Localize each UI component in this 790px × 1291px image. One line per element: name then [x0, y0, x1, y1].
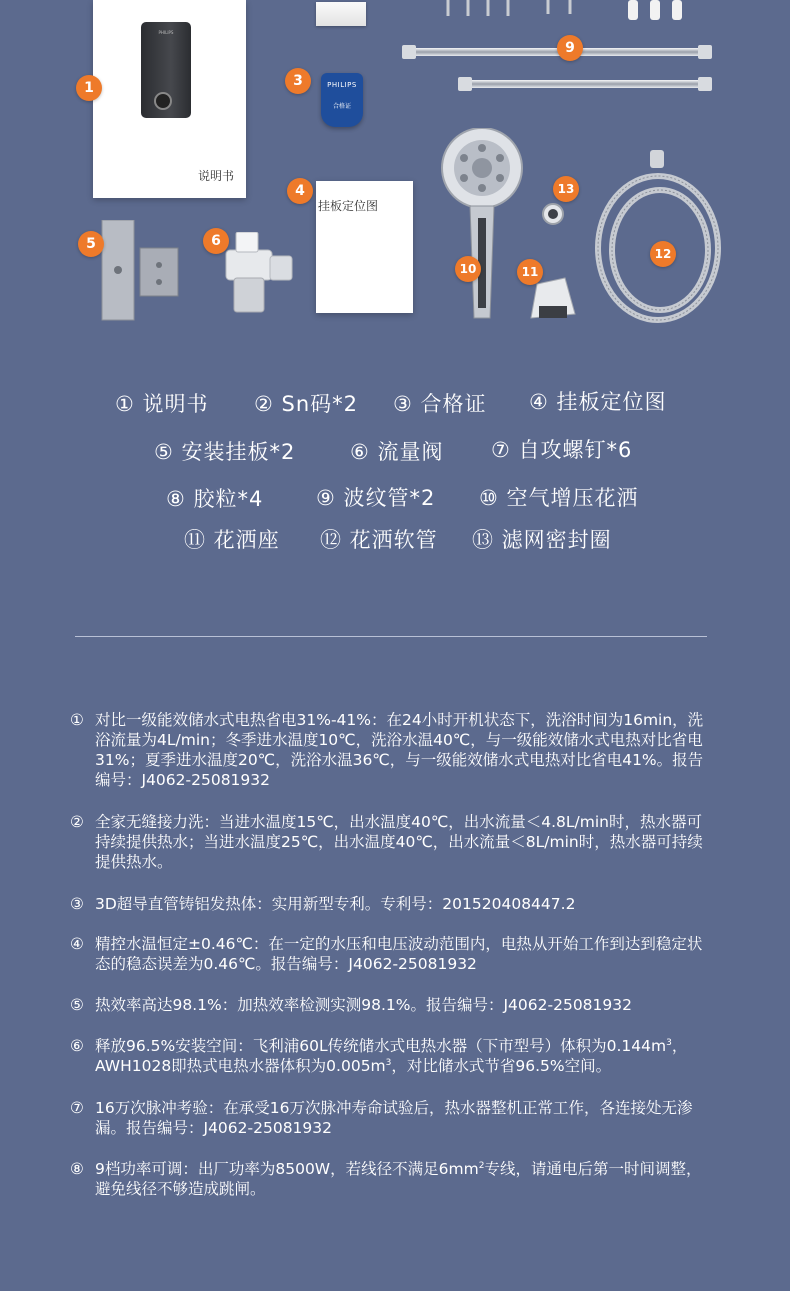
legend-item-7: ⑦ 自攻螺钉*6	[491, 438, 633, 462]
note-text: 16万次脉冲考验：在承受16万次脉冲寿命试验后，热水器整机正常工作，各连接处无渗漏。报告编号：J4062-25081932	[95, 1099, 693, 1137]
note-5	[70, 995, 715, 1015]
note-4	[70, 934, 715, 974]
position-sheet	[316, 181, 413, 313]
screws-image	[430, 0, 530, 22]
note-text: 3D超导直管铸铝发热体：实用新型专利。专利号：201520408447.2	[95, 895, 576, 913]
rubber-plugs-image	[620, 0, 700, 24]
badge-5: 5	[78, 231, 104, 257]
section-divider	[75, 636, 707, 637]
certificate-label: 合格证	[332, 103, 351, 110]
badge-10: 10	[455, 256, 481, 282]
badge-6: 6	[203, 228, 229, 254]
water-heater-device	[141, 22, 191, 118]
note-text: 精控水温恒定±0.46℃：在一定的水压和电压波动范围内，电热从开始工作到达到稳定状态的稳态误差为0.46℃。报告编号：J4062-25081932	[95, 935, 703, 973]
note-number: ⑥	[70, 1037, 84, 1055]
product-accessories-photo	[0, 0, 790, 340]
legend-item-12: ⑫ 花洒软管	[320, 528, 438, 552]
badge-1: 1	[76, 75, 102, 101]
legend-item-4: ④ 挂板定位图	[529, 390, 667, 414]
note-text: 热效率高达98.1%：加热效率检测实测98.1%。报告编号：J4062-25081932	[95, 996, 632, 1014]
note-number: ②	[70, 813, 84, 831]
legend-item-13: ⑬ 滤网密封圈	[472, 528, 612, 552]
badge-11: 11	[517, 259, 543, 285]
manual-label: 说明书	[197, 169, 234, 183]
badge-4: 4	[287, 178, 313, 204]
flow-valve-image	[218, 232, 298, 322]
note-number: ①	[70, 711, 84, 729]
legend-item-10: ⑩ 空气增压花洒	[479, 486, 639, 510]
note-text: 9档功率可调：出厂功率为8500W，若线径不满足$6mm^2$专线，请通电后第一时间调整，避免线径不够造成跳闸。	[95, 1160, 702, 1198]
legend-item-2: ② Sn码*2	[254, 392, 359, 416]
note-number: ④	[70, 935, 84, 953]
device-knob	[154, 92, 172, 110]
screws-image-2	[530, 0, 590, 22]
note-text: 对比一级能效储水式电热省电31%-41%：在24小时开机状态下，洗浴时间为16min，洗浴流量为4L/min；冬季进水温度10℃，洗浴水温40℃，与一级能效储水式电热对比省电31%；夏季进水温度20℃，洗浴水温36℃，与一级能效储水式电热对比省电41%。报告编号：J4062-25081932	[95, 711, 704, 789]
note-text: 全家无缝接力洗：当进水温度15℃，出水温度40℃，出水流量＜4.8L/min时，热水器可持续提供热水；当进水温度25℃，出水温度40℃，出水流量＜8L/min时，热水器可持续提供热水。	[95, 813, 703, 871]
note-2	[70, 812, 715, 872]
legend-item-3: ③ 合格证	[393, 392, 487, 416]
note-number: ⑤	[70, 996, 84, 1014]
sn-code-card	[316, 2, 366, 26]
note-7	[70, 1098, 715, 1138]
device-brand: PHILIPS	[158, 30, 174, 35]
certificate-card	[321, 73, 363, 127]
badge-9: 9	[557, 35, 583, 61]
legend-item-1: ① 说明书	[115, 392, 209, 416]
legend-item-9: ⑨ 波纹管*2	[316, 486, 436, 510]
legend-item-5: ⑤ 安装挂板*2	[154, 440, 296, 464]
mounting-bracket-image	[92, 220, 187, 325]
legend-item-8: ⑧ 胶粒*4	[166, 487, 264, 511]
note-number: ③	[70, 895, 84, 913]
position-sheet-label: 挂板定位图	[318, 199, 379, 213]
note-number: ⑦	[70, 1099, 84, 1117]
legend-item-11: ⑪ 花洒座	[184, 528, 280, 552]
badge-3: 3	[285, 68, 311, 94]
badge-13: 13	[553, 176, 579, 202]
note-8	[70, 1159, 715, 1199]
shower-hose-image	[592, 148, 724, 328]
note-3	[70, 894, 715, 914]
manual-booklet	[93, 0, 246, 198]
note-text: 释放96.5%安装空间：飞利浦60L传统储水式电热水器（下市型号）体积为$0.144m^3$，AWH1028即热式电热水器体积为$0.005m^3$，对比储水式节省96.5%空间。	[95, 1037, 688, 1075]
note-number: ⑧	[70, 1160, 84, 1178]
filter-seal-image	[540, 202, 566, 226]
badge-12: 12	[650, 241, 676, 267]
shower-head-image	[440, 128, 525, 333]
note-6	[70, 1036, 715, 1076]
note-1	[70, 710, 715, 790]
legend-item-6: ⑥ 流量阀	[350, 440, 444, 464]
certificate-brand: PHILIPS	[327, 81, 357, 89]
